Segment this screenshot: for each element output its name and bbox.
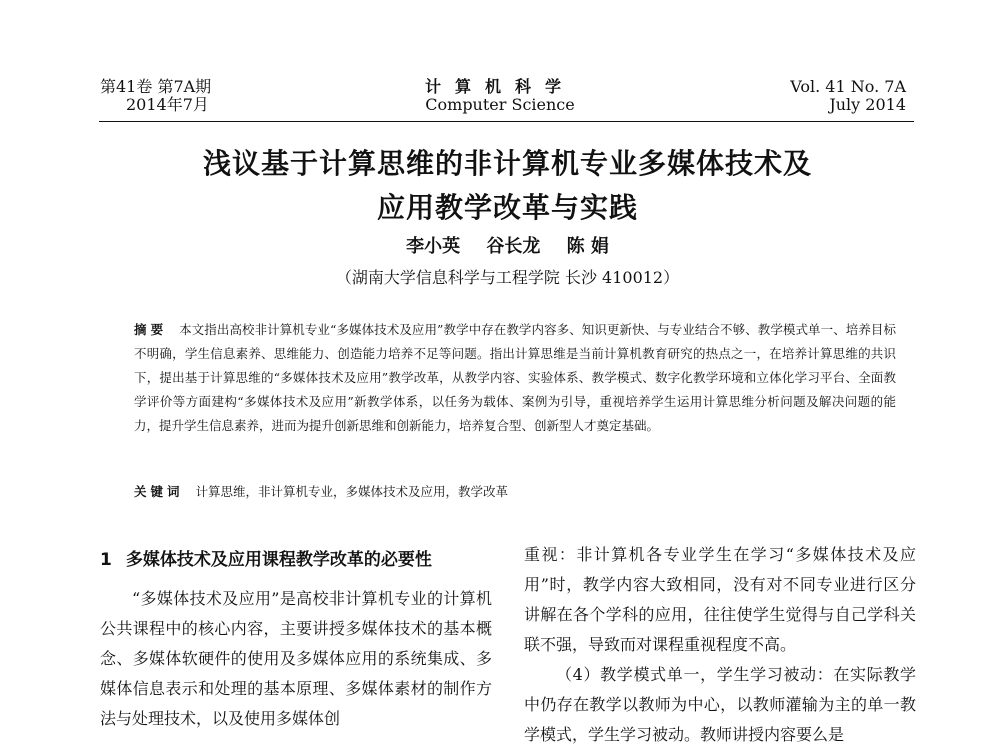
author-name: 谷长龙: [486, 236, 541, 257]
journal-name-cn: 计算机科学: [424, 77, 575, 96]
keywords-label: 关键词: [134, 484, 184, 499]
section-number: 1: [100, 550, 112, 570]
author-name: 李小英: [406, 236, 461, 257]
journal-name-en: Computer Science: [425, 95, 575, 114]
author-list: [100, 236, 915, 258]
author-name: 陈 娟: [566, 236, 609, 257]
body-paragraph: “多媒体技术及应用”是高校非计算机专业的计算机公共课程中的核心内容，主要讲授多媒体技术的基本概念、多媒体软硬件的使用及多媒体应用的系统集成、多媒体信息表示和处理的基本原理、多媒体素材的制作方法与处理技术，以及使用多媒体创: [100, 589, 492, 728]
section-heading: [100, 546, 492, 574]
volume-issue-en: Vol. 41 No. 7A: [790, 77, 906, 96]
abstract-text: 本文指出高校非计算机专业“多媒体技术及应用”教学中存在教学内容多、知识更新快、与专业结合不够、教学模式单一、培养目标不明确，学生信息素养、思维能力、创造能力培养不足等问题。指出计算思维是当前计算机教育研究的热点之一，在培养计算思维的共识下，提出基于计算思维的“多媒体技术及应用”教学改革，从教学内容、实验体系、教学模式、数字化教学环境和立体化学习平台、全面教学评价等方面建构“多媒体技术及应用”新教学体系，以任务为载体、案例为引导，重视培养学生运用计算思维分析问题及解决问题的能力，提升学生信息素养，进而为提升创新思维和创新能力，培养复合型、创新型人才奠定基础。: [134, 322, 896, 433]
journal-volume-info: [100, 78, 211, 114]
header-divider: [99, 121, 914, 122]
volume-issue: 第41卷 第7A期: [100, 77, 212, 96]
keywords-text: 计算思维，非计算机专业，多媒体技术及应用，教学改革: [195, 484, 509, 499]
abstract-label: 摘要: [134, 322, 168, 337]
journal-name: [395, 78, 605, 114]
right-column: [524, 540, 916, 750]
left-column: [100, 540, 492, 734]
section-title: 多媒体技术及应用课程教学改革的必要性: [125, 550, 432, 570]
paper-title: [100, 142, 915, 230]
keywords: [134, 480, 896, 504]
body-paragraph: 重视：非计算机各专业学生在学习“多媒体技术及应用”时，教学内容大致相同，没有对不同专业进行区分讲解在各个学科的应用，往往使学生觉得与自己学科关联不强，导致而对课程重视程度不高。: [524, 545, 916, 654]
abstract: [134, 318, 896, 438]
body-paragraph: （4）教学模式单一，学生学习被动：在实际教学中仍存在教学以教师为中心，以教师灌输为主的单一教学模式，学生学习被动。教师讲授内容要么是: [524, 665, 916, 744]
journal-volume-info-en: [790, 78, 906, 114]
title-line-1: 浅议基于计算思维的非计算机专业多媒体技术及: [202, 147, 812, 180]
affiliation: （湖南大学信息科学与工程学院 长沙 410012）: [335, 268, 680, 287]
title-line-2: 应用教学改革与实践: [376, 191, 638, 224]
publication-date-en: July 2014: [829, 95, 906, 114]
publication-date-cn: 2014年7月: [126, 95, 209, 114]
